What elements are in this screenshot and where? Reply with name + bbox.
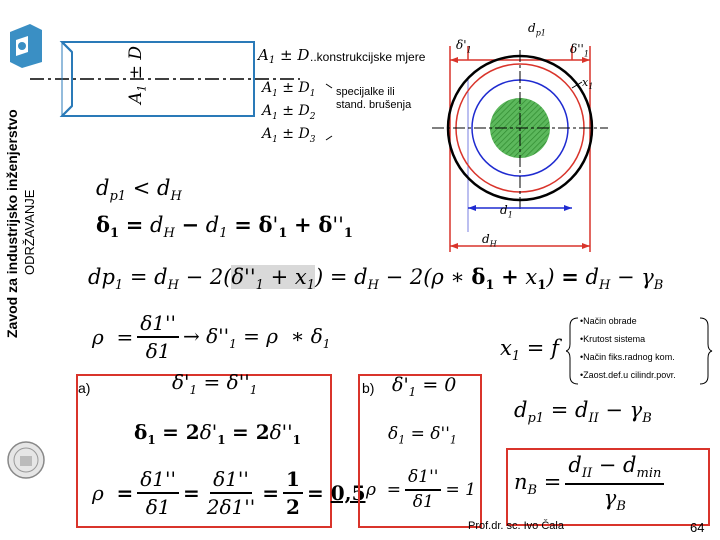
shaft-vertical-label: $A_1 \pm D$ — [126, 46, 149, 104]
factor-item-0: •Način obrade — [580, 316, 637, 326]
factor-item-1: •Krutost sistema — [580, 334, 646, 344]
shaft-main-label: $A_1 \pm D$ — [258, 46, 310, 66]
case-a-condition: $\delta'_1 = \delta''_1$ — [172, 370, 258, 397]
eq-delta1: $\delta_1 = d_H - d_1 = \delta'_1 + \delta''_1$ — [96, 212, 353, 242]
label-delta-prime: $\delta'_1$ — [456, 38, 472, 55]
case-a-line1: $\delta_1 = 2\delta'_1 = 2\delta''_1$ — [134, 420, 302, 447]
case-b-label: b) — [362, 380, 375, 396]
factor-item-3: •Zaost.def.u cilindr.povr. — [580, 370, 676, 380]
tolerance-d3: $A_1 \pm D_3$ — [262, 126, 316, 145]
eq-rho-definition: ρ = $\frac{\delta 1''}{\delta 1}$ → $\delta''_1 = \rho$ ∗ $\delta_1$ — [92, 311, 331, 363]
tool-note: specijalke ili stand. brušenja — [336, 86, 412, 111]
case-b-rho: ρ = $\frac{\delta 1''}{\delta 1}$ = 1 — [366, 467, 476, 512]
label-delta-dprime: $\delta''_1$ — [570, 42, 589, 59]
factor-item-2: •Način fiks.radnog kom. — [580, 352, 675, 362]
eq-x1-f: $x_1 = f$ — [500, 336, 559, 365]
case-a-label: a) — [78, 380, 91, 396]
shaft-main-note: ..konstrukcijske mjere — [310, 50, 426, 64]
footer-author: Prof.dr. sc. Ivo Čala — [468, 520, 564, 532]
eq-dp1-dii: $d_{p1} = d_{II} - \gamma_B$ — [514, 398, 652, 427]
institute-title: Zavod za industrijsko inženjerstvo — [4, 109, 20, 338]
case-b-line1: $\delta_1 = \delta''_1$ — [388, 424, 457, 447]
tolerance-d1: $A_1 \pm D_1$ — [262, 80, 316, 99]
case-a-rho: ρ = $\frac{\delta 1''}{\delta 1}$ = $\frac{\delta 1''}{2\delta 1''}$ = $\frac{1}{2}$ = 0,5 — [92, 467, 366, 519]
tolerance-d2: $A_1 \pm D_2$ — [262, 103, 316, 122]
eq-dp1-expansion: $dp_1 = d_H - 2(\delta''_1 + x_1) = d_H - 2(\rho$ ∗ $\delta_1 + x_1) = d_H - \gamma_B$ — [88, 264, 664, 294]
department-title: ODRŽAVANJE — [22, 189, 37, 275]
label-dh: $d_H$ — [482, 232, 497, 249]
label-x1: $x_1$ — [582, 76, 594, 92]
label-dp1: $d_{p1}$ — [528, 21, 546, 38]
label-d1: $d_1$ — [500, 203, 513, 220]
eq-dp1-less-dh: $d_{p1} < d_H$ — [96, 176, 182, 205]
case-b-condition: $\delta'_1 = 0$ — [392, 374, 457, 399]
page-number: 64 — [690, 520, 705, 535]
eq-nb: $n_B$ = $\frac{d_{II} - d_{min}}{\gamma_B}$ — [514, 454, 668, 515]
